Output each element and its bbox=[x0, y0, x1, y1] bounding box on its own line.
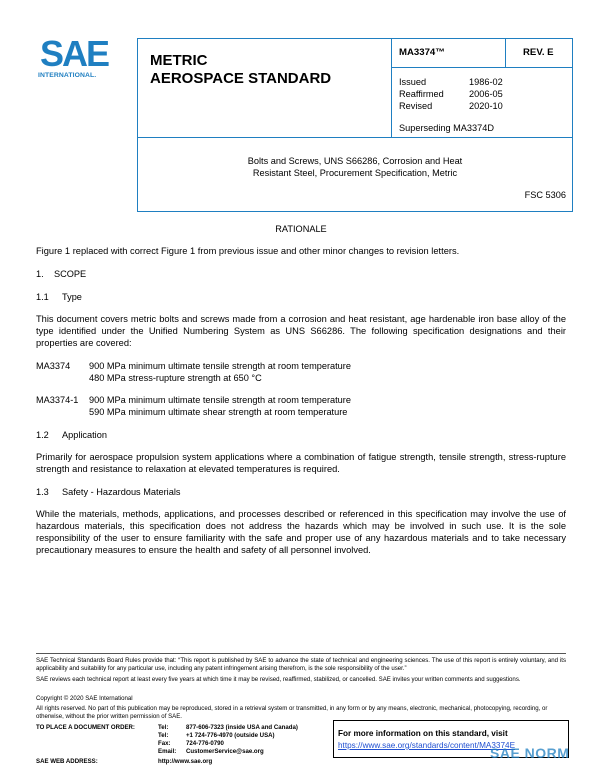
doc-type-line1: METRIC bbox=[150, 52, 208, 69]
date-value-revised: 2020-10 bbox=[469, 101, 503, 111]
designation-line: 900 MPa minimum ultimate tensile strength at room temperature bbox=[89, 395, 351, 405]
doc-number: MA3374™ bbox=[399, 47, 445, 58]
date-label-reaffirmed: Reaffirmed bbox=[399, 89, 444, 99]
designation-line: 900 MPa minimum ultimate tensile strength at room temperature bbox=[89, 361, 351, 371]
order-label: TO PLACE A DOCUMENT ORDER: bbox=[36, 724, 135, 731]
footer-rule bbox=[36, 653, 566, 654]
application-heading: Application bbox=[62, 430, 107, 440]
web-address-link[interactable]: http://www.sae.org bbox=[158, 758, 213, 765]
rationale-heading: RATIONALE bbox=[275, 224, 327, 234]
doc-title-line1: Bolts and Screws, UNS S66286, Corrosion and Heat bbox=[247, 156, 463, 166]
footer-rights-text: All rights reserved. No part of this publication may be reproduced, stored in a retrieval system or transmitted, in any form or by any means, electronic, mechanical, photocopying, recording, or otherwise, without the prior written permission of SAE. bbox=[36, 705, 548, 720]
revision: REV. E bbox=[523, 47, 554, 58]
designation-code: MA3374-1 bbox=[36, 395, 79, 405]
web-label: SAE WEB ADDRESS: bbox=[36, 758, 98, 765]
safety-text: While the materials, methods, applications, and processes described or referenced in this specification may involve the use of hazardous materials, this specification does not address the hazards which may be involved in such use. It is the sole responsibility of the user to ensure familiarity with the safe and proper use of any hazardous materials and to take necessary precautionary measures to ensure the health and safety of all personnel involved. bbox=[36, 509, 566, 555]
contact-value: +1 724-776-4970 (outside USA) bbox=[186, 732, 275, 739]
date-value-reaffirmed: 2006-05 bbox=[469, 89, 503, 99]
footer-copyright: Copyright © 2020 SAE International bbox=[36, 695, 133, 702]
designation-line: 590 MPa minimum ultimate shear strength at room temperature bbox=[89, 407, 348, 417]
contact-value: 877-606-7323 (inside USA and Canada) bbox=[186, 724, 298, 731]
rationale-text: Figure 1 replaced with correct Figure 1 from previous issue and other minor changes to revision letters. bbox=[36, 246, 460, 256]
doc-title-line2: Resistant Steel, Procurement Specification, Metric bbox=[252, 168, 458, 178]
safety-num: 1.3 bbox=[36, 487, 49, 497]
contact-label: Tel: bbox=[158, 732, 169, 739]
contact-email[interactable]: CustomerService@sae.org bbox=[186, 748, 264, 755]
contact-label: Tel: bbox=[158, 724, 169, 731]
sae-logo-mark: SAE bbox=[40, 36, 109, 72]
application-text: Primarily for aerospace propulsion system applications where a combination of fatigue strength, tensile strength, stress-rupture strength and resistance to relaxation at elevated temperatures is required. bbox=[36, 452, 566, 474]
date-label-issued: Issued bbox=[399, 77, 427, 87]
footer-review-text: SAE reviews each technical report at least every five years at which time it may be revised, reaffirmed, stabilized, or cancelled. SAE invites your written comments and suggestions. bbox=[36, 676, 521, 683]
watermark-logo: SAE NORM bbox=[490, 745, 570, 761]
scope-num: 1. bbox=[36, 269, 44, 279]
designation-code: MA3374 bbox=[36, 361, 71, 371]
type-num: 1.1 bbox=[36, 292, 49, 302]
contact-label: Fax: bbox=[158, 740, 171, 747]
contact-label: Email: bbox=[158, 748, 177, 755]
date-value-issued: 1986-02 bbox=[469, 77, 503, 87]
contact-value: 724-776-0790 bbox=[186, 740, 224, 747]
doc-type-line2: AEROSPACE STANDARD bbox=[150, 70, 332, 87]
designation-line: 480 MPa stress-rupture strength at 650 °C bbox=[89, 373, 262, 383]
fsc-code: FSC 5306 bbox=[524, 190, 566, 200]
safety-heading: Safety - Hazardous Materials bbox=[62, 487, 181, 497]
scope-heading: SCOPE bbox=[54, 269, 87, 279]
type-text: This document covers metric bolts and screws made from a corrosion and heat resistant, age hardenable iron base alloy of the type identified under the Unified Numbering System as UNS S66286. The following specification designations and their properties are covered: bbox=[36, 314, 566, 348]
standard-link[interactable]: https://www.sae.org/standards/content/MA3374E bbox=[338, 741, 516, 750]
application-num: 1.2 bbox=[36, 430, 49, 440]
type-heading: Type bbox=[62, 292, 82, 302]
footer-rules-text: SAE Technical Standards Board Rules provide that: “This report is published by SAE to advance the state of technical and engineering sciences. The use of this report is entirely voluntary, and its applicability and suitability for any particular use, including any patent infringement arising therefrom, is the sole responsibility of the user.” bbox=[36, 657, 566, 672]
logo-name: INTERNATIONAL. bbox=[38, 72, 97, 79]
superseding: Superseding MA3374D bbox=[399, 123, 494, 133]
date-label-revised: Revised bbox=[399, 101, 433, 111]
info-heading: For more information on this standard, visit bbox=[338, 729, 508, 738]
